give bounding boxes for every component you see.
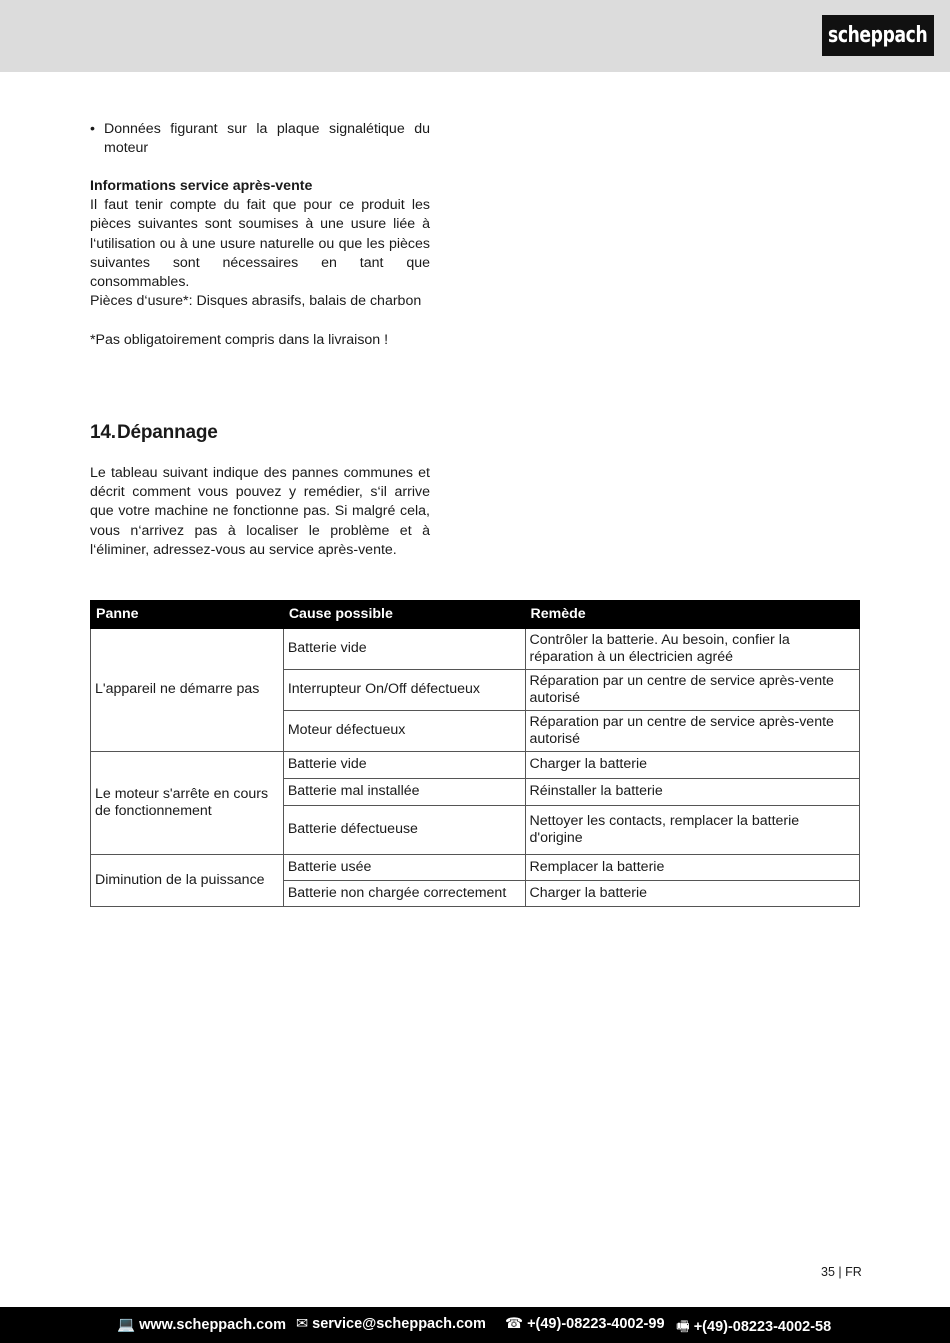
brand-logo: scheppach <box>822 15 934 56</box>
cause-cell: Batterie défectueuse <box>283 806 525 855</box>
cause-cell: Batterie mal installée <box>283 779 525 806</box>
fax-icon: 🖷 <box>676 1319 690 1335</box>
remede-cell: Charger la batterie <box>525 881 860 907</box>
service-body: Il faut tenir compte du fait que pour ce produit les pièces suivantes sont soumises à une usure liée à l‘utilisation ou à une usure naturelle ou que les pièces suivantes sont nécessaires en tant que consommables. <box>90 197 430 291</box>
remede-cell: Charger la batterie <box>525 752 860 779</box>
laptop-icon: 💻 <box>117 1317 136 1333</box>
header-panne: Panne <box>91 601 284 629</box>
footer-fax <box>676 1316 831 1341</box>
service-info-block <box>90 177 430 350</box>
section-heading <box>90 422 218 444</box>
table-header-row <box>91 601 860 629</box>
footer-bar <box>0 1307 950 1343</box>
footer-phone <box>505 1316 665 1332</box>
table-row <box>91 855 860 881</box>
phone-icon: ☎ <box>505 1316 524 1332</box>
envelope-icon: ✉ <box>296 1316 309 1332</box>
remede-cell: Contrôler la batterie. Au besoin, confier la réparation à un électricien agréé <box>525 629 860 670</box>
panne-cell: Le moteur s'arrête en cours de fonctionnement <box>91 752 284 855</box>
remede-cell: Nettoyer les contacts, remplacer la batterie d'origine <box>525 806 860 855</box>
cause-cell: Batterie vide <box>283 752 525 779</box>
section-title: Dépannage <box>117 422 218 443</box>
bullet-item <box>90 120 430 158</box>
fax-number: +(49)-08223-4002-58 <box>693 1319 832 1335</box>
phone-number: +(49)-08223-4002-99 <box>527 1316 665 1332</box>
website-link[interactable]: www.scheppach.com <box>139 1317 286 1333</box>
cause-cell: Moteur défectueux <box>283 711 525 752</box>
bullet-text: Données figurant sur la plaque signalétique du moteur <box>104 121 430 157</box>
cause-cell: Interrupteur On/Off défectueux <box>283 670 525 711</box>
header-cause: Cause possible <box>283 601 525 629</box>
header-remede: Remède <box>525 601 860 629</box>
remede-cell: Réparation par un centre de service après-vente autorisé <box>525 711 860 752</box>
troubleshooting-table <box>90 600 860 907</box>
footer-website[interactable] <box>117 1316 286 1333</box>
panne-cell: L'appareil ne démarre pas <box>91 629 284 752</box>
table-row <box>91 752 860 779</box>
service-heading: Informations service après-vente <box>90 178 313 194</box>
section-body: Le tableau suivant indique des pannes communes et décrit comment vous pouvez y remédier, s‘il arrive que votre machine ne fonctionne pas. Si malgré cela, vous n‘arrivez pas à localiser le problème et à l‘éliminer, adressez-vous au service après-vente. <box>90 465 430 558</box>
remede-cell: Remplacer la batterie <box>525 855 860 881</box>
cause-cell: Batterie non chargée correctement <box>283 881 525 907</box>
cause-cell: Batterie usée <box>283 855 525 881</box>
cause-cell: Batterie vide <box>283 629 525 670</box>
panne-cell: Diminution de la puissance <box>91 855 284 907</box>
header-bar <box>0 0 950 72</box>
footer-email[interactable] <box>296 1316 486 1332</box>
remede-cell: Réinstaller la batterie <box>525 779 860 806</box>
bullet-mark: • <box>90 121 95 137</box>
remede-cell: Réparation par un centre de service après-vente autorisé <box>525 670 860 711</box>
wear-parts: Pièces d‘usure*: Disques abrasifs, balais de charbon <box>90 293 422 310</box>
page-number: 35 | FR <box>821 1265 862 1279</box>
section-number: 14. <box>90 422 116 443</box>
email-link[interactable]: service@scheppach.com <box>312 1316 486 1332</box>
table-row <box>91 629 860 670</box>
footnote: *Pas obligatoirement compris dans la livraison ! <box>90 331 389 348</box>
